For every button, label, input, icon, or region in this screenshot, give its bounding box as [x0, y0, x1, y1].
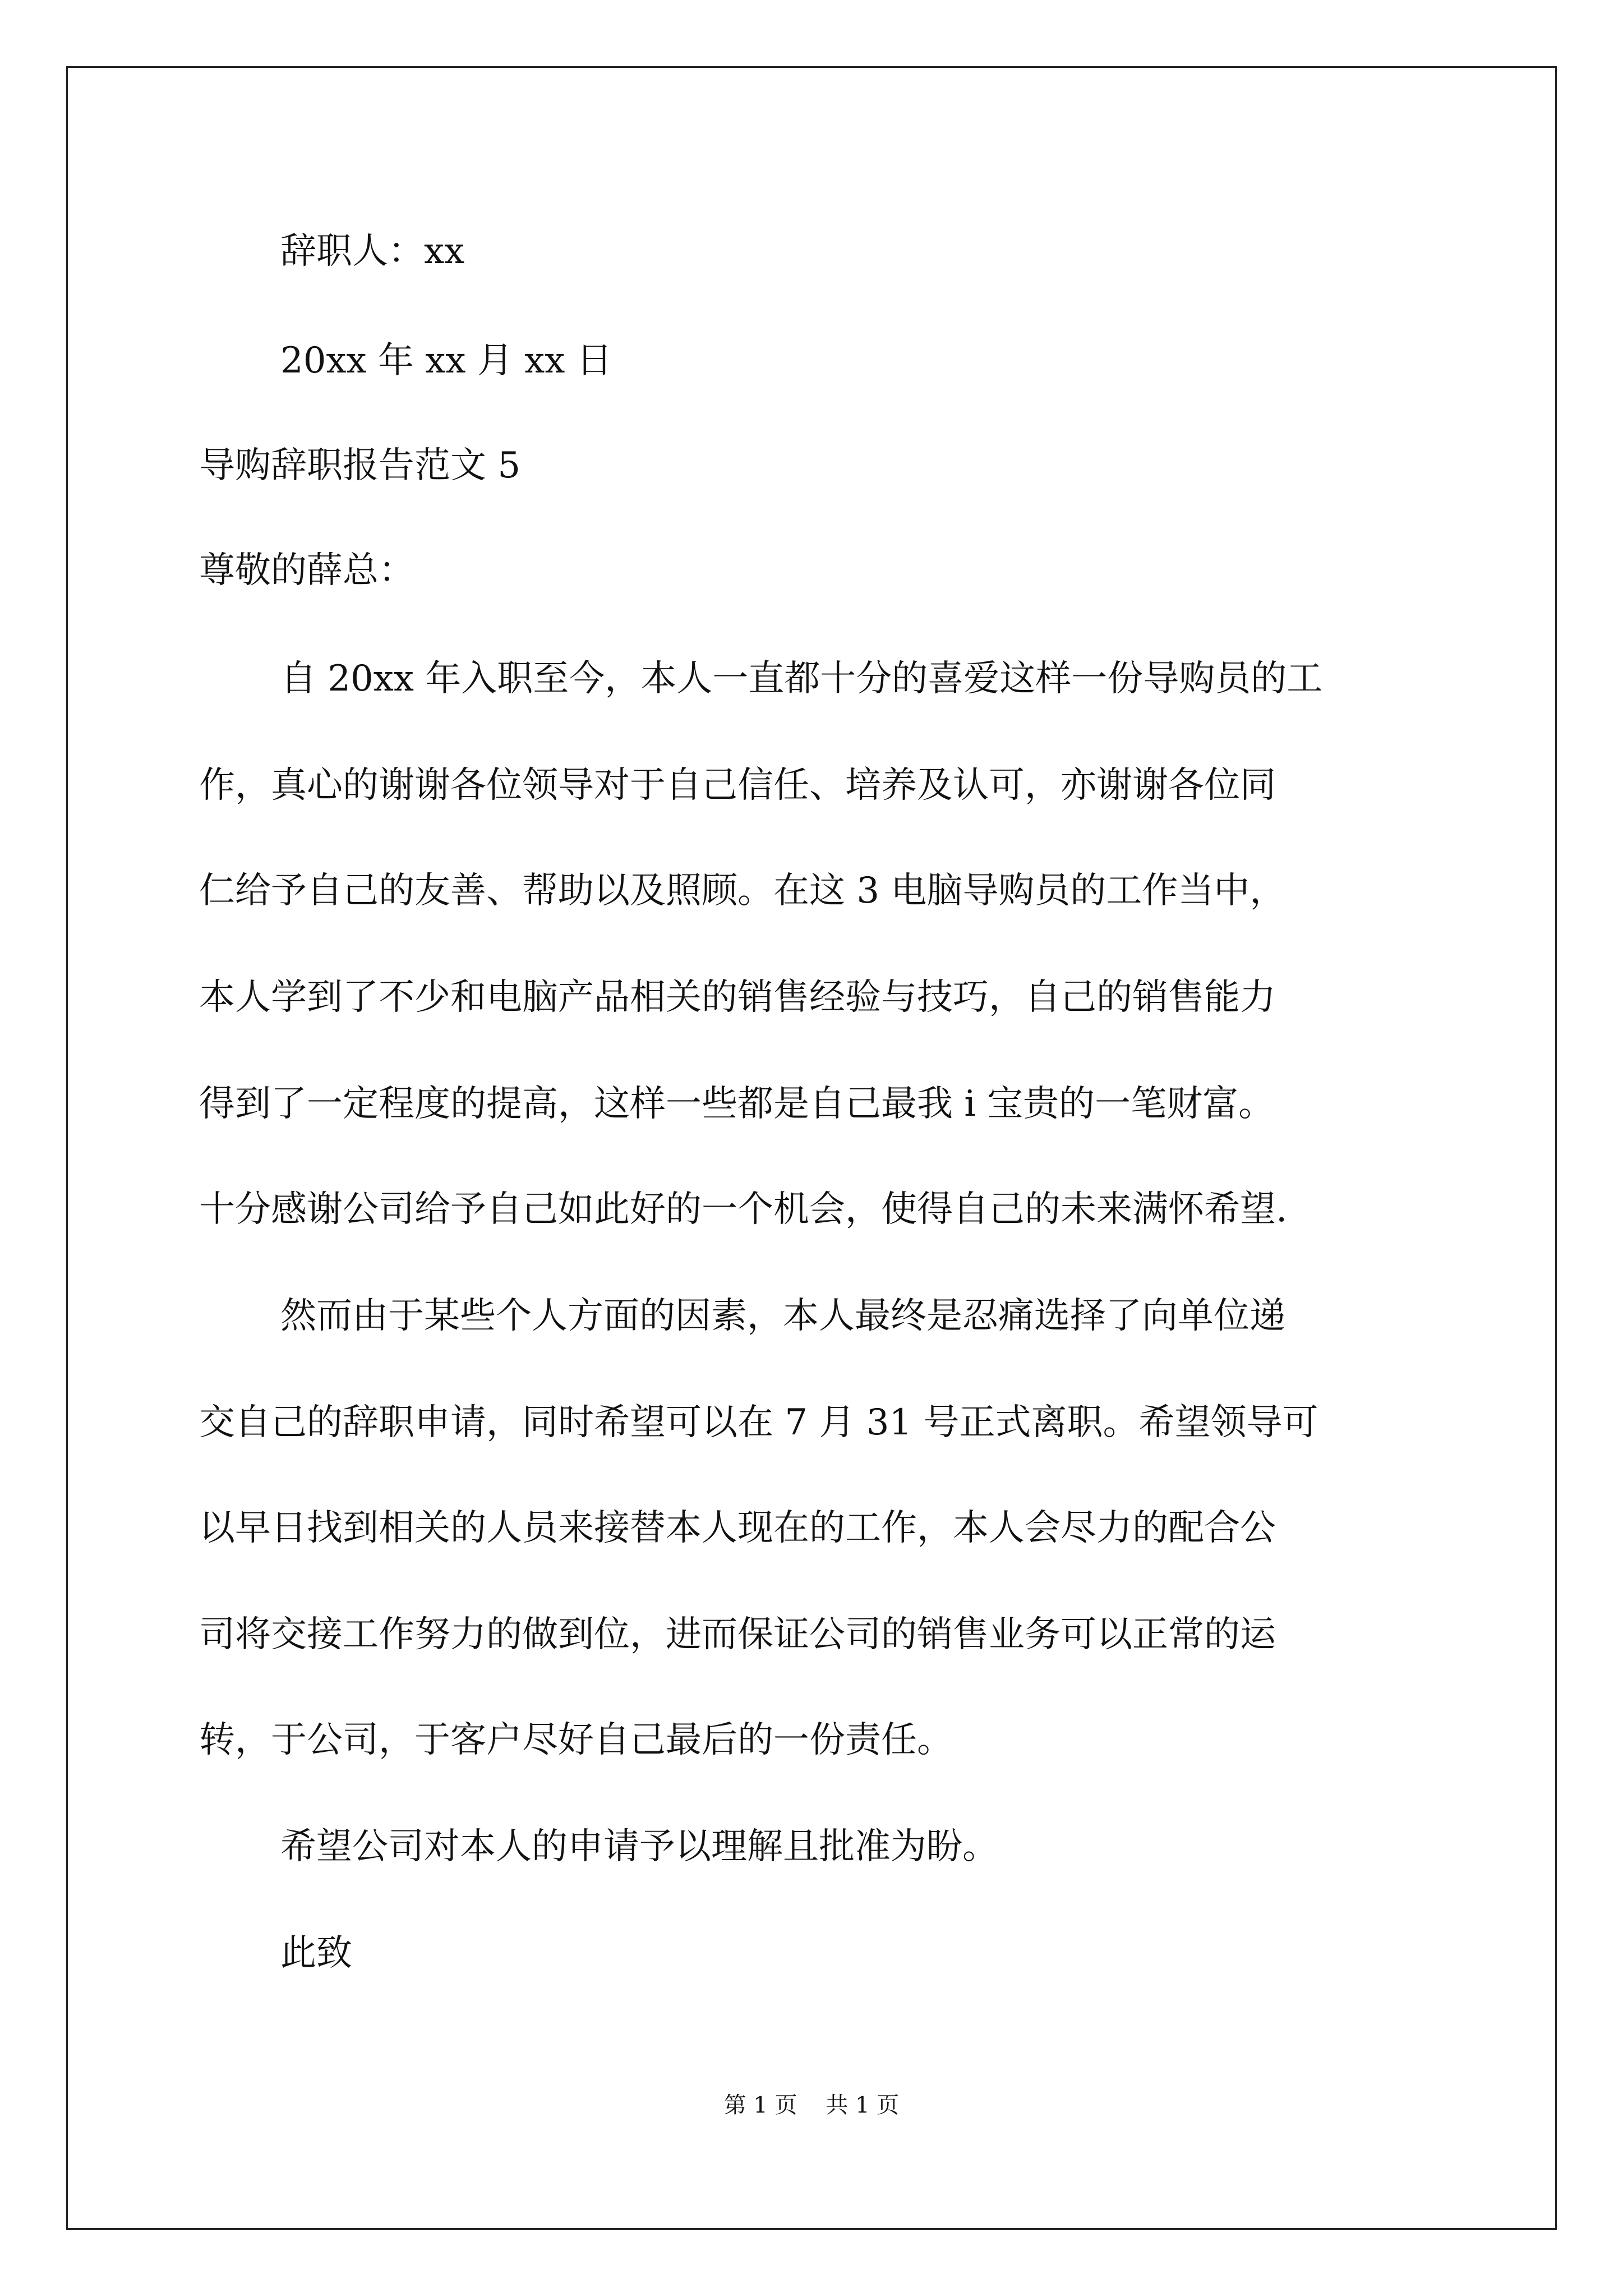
paragraph-line: 本人学到了不少和电脑产品相关的销售经验与技巧，自己的销售能力 — [199, 977, 1276, 1018]
paragraph-line: 得到了一定程度的提高，这样一些都是自己最我 i 宝贵的一笔财富。 — [199, 1083, 1275, 1125]
paragraph-line: 仁给予自己的友善、帮助以及照顾。在这 3 电脑导购员的工作当中， — [199, 870, 1286, 912]
section-title: 导购辞职报告范文 5 — [199, 445, 521, 486]
paragraph-line: 然而由于某些个人方面的因素，本人最终是忍痛选择了向单位递 — [280, 1295, 1285, 1337]
closing-request: 希望公司对本人的申请予以理解且批准为盼。 — [280, 1826, 998, 1867]
paragraph-line: 司将交接工作努力的做到位，进而保证公司的销售业务可以正常的运 — [199, 1614, 1276, 1655]
closing-phrase: 此致 — [280, 1932, 352, 1974]
paragraph-line: 作，真心的谢谢各位领导对于自己信任、培养及认可，亦谢谢各位同 — [199, 765, 1276, 806]
page-number: 第 1 页 共 1 页 — [723, 2092, 900, 2118]
paragraph-line: 交自己的辞职申请，同时希望可以在 7 月 31 号正式离职。希望领导可 — [199, 1402, 1318, 1443]
page-border — [66, 66, 1557, 2230]
paragraph-line: 转，于公司，于客户尽好自己最后的一份责任。 — [199, 1719, 953, 1761]
paragraph-line: 十分感谢公司给予自己如此好的一个机会，使得自己的未来满怀希望. — [199, 1189, 1288, 1230]
date-line: 20xx 年 xx 月 xx 日 — [280, 340, 612, 381]
resigner-line: 辞职人：xx — [280, 231, 465, 272]
paragraph-line: 自 20xx 年入职至今，本人一直都十分的喜爱这样一份导购员的工 — [280, 658, 1323, 700]
salutation: 尊敬的薛总： — [199, 550, 414, 591]
paragraph-line: 以早日找到相关的人员来接替本人现在的工作，本人会尽力的配合公 — [199, 1507, 1276, 1549]
